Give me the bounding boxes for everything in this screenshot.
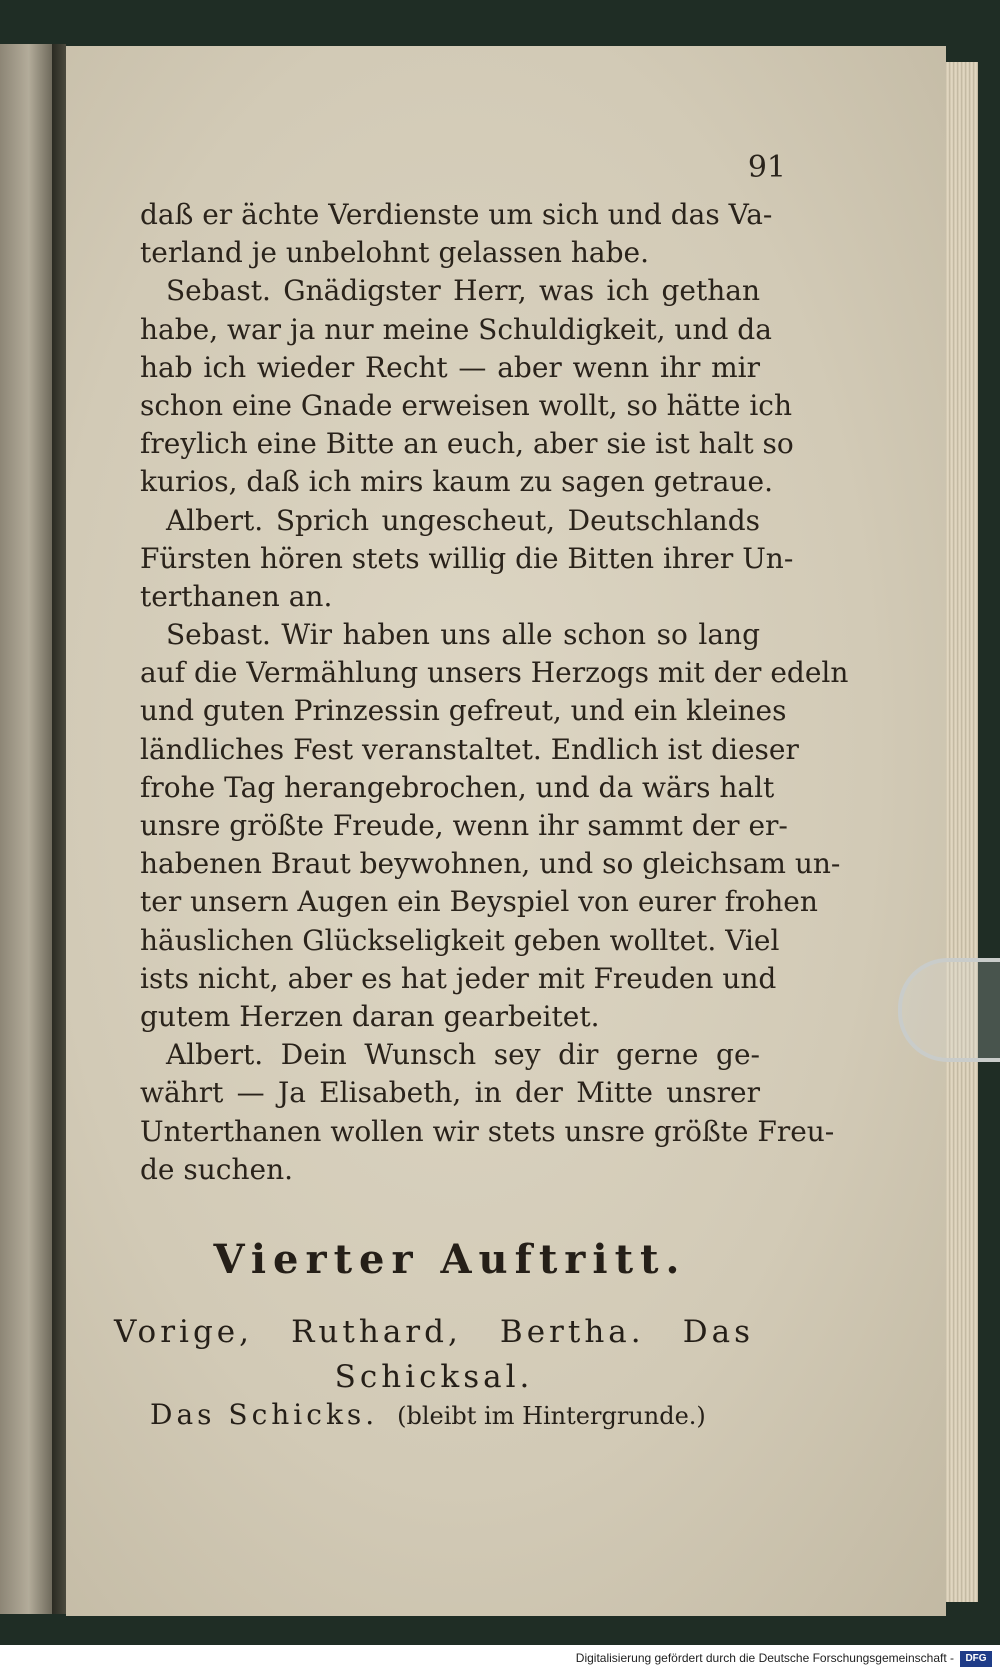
text-line: schon eine Gnade erweisen wollt, so hätte ich <box>140 388 792 422</box>
text-line: ists nicht, aber es hat jeder mit Freuden und <box>140 961 777 995</box>
text-line: gutem Herzen daran gearbeitet. <box>140 999 600 1033</box>
text-line: ter unsern Augen ein Beyspiel von eurer frohen <box>140 885 818 919</box>
text-line: auf die Vermählung unsers Herzogs mit der edeln <box>140 656 849 690</box>
funding-credit: Digitalisierung gefördert durch die Deutsche Forschungsgemeinschaft - <box>575 1651 954 1665</box>
speaker-name: Das Schicks. <box>150 1398 379 1431</box>
text-line: de suchen. <box>140 1152 294 1186</box>
page-number: 91 <box>747 150 786 185</box>
scene-persons <box>114 1310 754 1400</box>
page-edges <box>946 62 978 1602</box>
footer-bar <box>0 1645 1000 1673</box>
text-line: Fürsten hören stets willig die Bitten ihrer Un- <box>140 541 794 575</box>
text-line: und guten Prinzessin gefreut, und ein kleines <box>140 694 787 728</box>
text-line: Sebast. Gnädigster Herr, was ich gethan <box>166 274 760 308</box>
scene-heading: Vierter Auftritt. <box>213 1236 687 1283</box>
text-line: frohe Tag herangebrochen, und da wärs halt <box>140 770 775 804</box>
book-gutter <box>52 44 66 1614</box>
stage-direction-line <box>150 1398 750 1431</box>
persons-line: Vorige, Ruthard, Bertha. Das <box>114 1314 754 1350</box>
text-line: terthanen an. <box>140 579 333 613</box>
text-line: daß er ächte Verdienste um sich und das Va- <box>140 198 773 231</box>
text-line: terland je unbelohnt gelassen habe. <box>140 236 649 270</box>
text-line: häuslichen Glückseligkeit geben wolltet. Viel <box>140 923 780 957</box>
text-line: habenen Braut beywohnen, und so gleichsam un- <box>140 847 841 881</box>
text-line: Albert. Sprich ungescheut, Deutschlands <box>166 503 760 537</box>
text-line: unsre größte Freude, wenn ihr sammt der er- <box>140 809 788 842</box>
persons-line: Schicksal. <box>334 1359 534 1395</box>
text-line: freylich eine Bitte an euch, aber sie ist halt so <box>140 427 794 461</box>
page-clip <box>898 958 1000 1062</box>
text-line: Unterthanen wollen wir stets unsre größte Freu- <box>140 1114 835 1148</box>
text-line: habe, war ja nur meine Schuldigkeit, und da <box>140 312 772 346</box>
text-line: Sebast. Wir haben uns alle schon so lang <box>166 618 760 652</box>
body-text <box>140 196 849 1189</box>
text-line: währt — Ja Elisabeth, in der Mitte unsrer <box>140 1076 760 1110</box>
dfg-logo: DFG <box>960 1651 992 1667</box>
stage-direction: (bleibt im Hintergrunde.) <box>397 1402 706 1430</box>
text-line: ländliches Fest veranstaltet. Endlich ist dieser <box>140 732 799 766</box>
text-line: kurios, daß ich mirs kaum zu sagen getraue. <box>140 465 773 499</box>
text-line: Albert. Dein Wunsch sey dir gerne ge- <box>166 1038 760 1072</box>
text-line: hab ich wieder Recht — aber wenn ihr mir <box>140 350 760 384</box>
left-page-edge <box>0 44 52 1614</box>
